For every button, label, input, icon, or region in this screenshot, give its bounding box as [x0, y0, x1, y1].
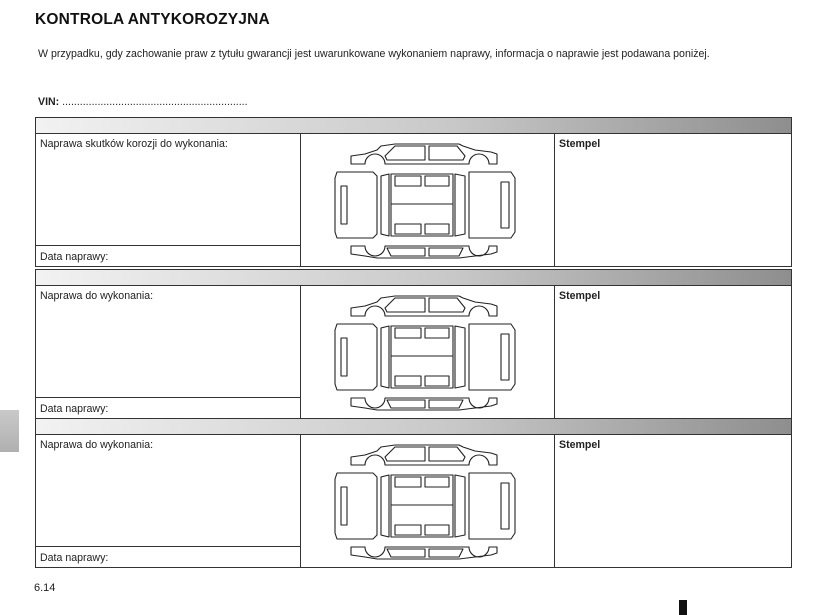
intro-text: W przypadku, gdy zachowanie praw z tytułu gwarancji jest uwarunkowane wykonaniem naprawy, informacja o naprawie jest podawana poniżej.	[38, 48, 710, 60]
car-diagram-cell	[301, 134, 555, 267]
repair-description-cell[interactable]	[36, 134, 301, 267]
repair-label: Naprawa do wykonania:	[40, 439, 154, 451]
car-body-diagram-icon	[333, 294, 523, 412]
section-header-bar	[36, 418, 791, 435]
stamp-cell[interactable]	[555, 286, 791, 419]
crop-mark	[679, 600, 687, 615]
repair-section-3	[35, 418, 792, 568]
vin-label: VIN:	[38, 96, 60, 108]
section-header-bar	[36, 269, 791, 286]
vin-dots: ...............................................................	[62, 96, 248, 108]
repair-label: Naprawa do wykonania:	[40, 290, 154, 302]
repair-date-label: Data naprawy:	[40, 403, 109, 415]
repair-section-2	[35, 269, 792, 419]
vin-field[interactable]	[38, 96, 248, 108]
car-diagram-cell	[301, 286, 555, 419]
repair-date-cell[interactable]	[36, 245, 300, 266]
repair-date-label: Data naprawy:	[40, 251, 109, 263]
repair-date-cell[interactable]	[36, 397, 300, 418]
repair-date-label: Data naprawy:	[40, 552, 109, 564]
repair-label: Naprawa skutków korozji do wykonania:	[40, 138, 228, 150]
section-header-bar	[36, 117, 791, 134]
page-title: KONTROLA ANTYKOROZYJNA	[35, 11, 270, 28]
car-diagram-cell	[301, 435, 555, 568]
repair-description-cell[interactable]	[36, 435, 301, 568]
repair-description-cell[interactable]	[36, 286, 301, 419]
page-number: 6.14	[34, 582, 56, 594]
repair-date-cell[interactable]	[36, 546, 300, 567]
stamp-label: Stempel	[559, 439, 601, 451]
stamp-label: Stempel	[559, 138, 601, 150]
stamp-cell[interactable]	[555, 435, 791, 568]
repair-section-1	[35, 117, 792, 267]
side-tab	[0, 410, 19, 452]
stamp-label: Stempel	[559, 290, 601, 302]
car-body-diagram-icon	[333, 443, 523, 561]
car-body-diagram-icon	[333, 142, 523, 260]
stamp-cell[interactable]	[555, 134, 791, 267]
